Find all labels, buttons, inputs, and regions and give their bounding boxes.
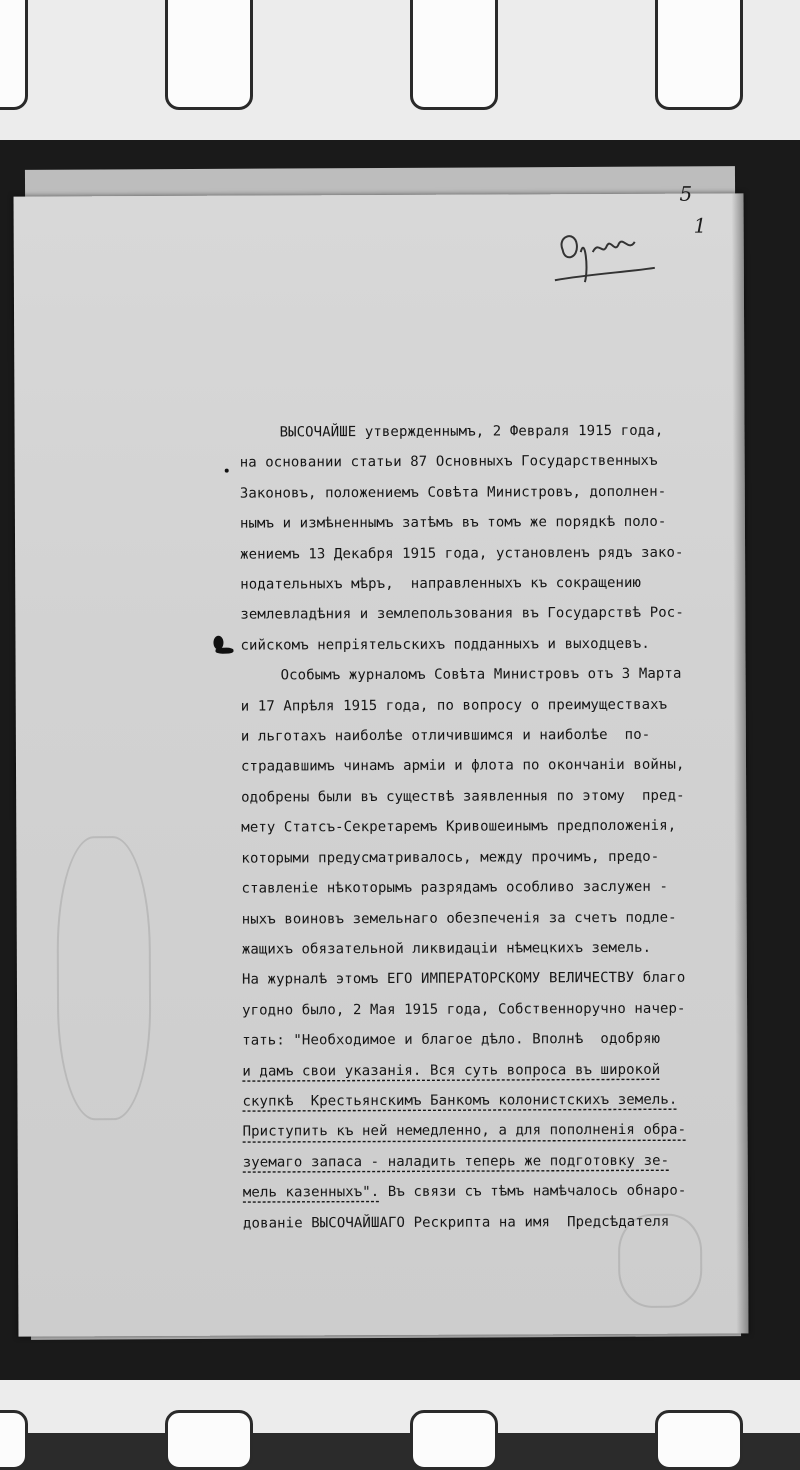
page-number-second: 1 [693,213,707,238]
text-line: мету Статсъ-Секретаремъ Кривошеинымъ предположенiя, [241,817,677,836]
text-line: ставленiе нѣкоторымъ разрядамъ особливо заслужен - [241,878,669,897]
sprocket-hole [655,1410,743,1470]
text-line: ВЫСОЧАЙШЕ утвержденнымъ, 2 Февраля 1915 года, [279,422,664,441]
underlined-line: Приступить къ ней немедленно, а для пополненiя обра- [242,1122,687,1140]
text-line: Въ связи съ тѣмъ намѣчалось обнаро- [379,1182,687,1201]
paragraph-journal [241,659,752,965]
ink-speck [225,469,229,473]
text-line: землевладѣния и землепользования въ Государствѣ Рос- [240,605,684,624]
sprocket-hole [165,1410,253,1470]
text-line: ныхъ воиновъ земельнаго обезпеченiя за счетъ подле- [241,909,677,928]
text-line: На журналѣ этомъ ЕГО ИМПЕРАТОРСКОМУ ВЕЛИЧЕСТВУ благо [241,969,686,988]
text-line: страдавшимъ чинамъ армiи и флота по окончанiи войны, [240,757,685,776]
text-line: и льготахъ наиболѣе отличившимся и наиболѣе по- [240,726,651,745]
paragraph-imperial-note [242,963,753,1239]
underlined-line: мель казенныхъ". [242,1184,380,1201]
page-number-top: 5 [679,181,693,206]
text-line: тать: "Необходимое и благое дѣло. Вполнѣ одобряю [242,1030,661,1049]
text-line: Особымъ журналомъ Совѣта Министровъ отъ 3 Марта [280,665,682,684]
text-line: и 17 Апрѣля 1915 года, по вопросу о преимуществахъ [240,696,668,715]
film-strip-top [0,0,800,140]
film-strip-bottom [0,1380,800,1433]
text-line: дованiе ВЫСОЧАЙШАГО Рескрипта на имя Предсѣдателя [242,1213,670,1232]
text-line: на основании статьи 87 Основныхъ Государственныхъ [239,453,658,472]
paragraph-decree [239,415,750,660]
sprocket-hole [410,0,498,110]
ink-speck [215,648,233,654]
text-line: Законовъ, положениемъ Совѣта Министровъ, дополнен- [239,483,667,502]
handwritten-signature [549,222,659,292]
text-line: угодно было, 2 Мая 1915 года, Собственноручно начер- [242,1000,686,1019]
sprocket-hole [0,1410,28,1470]
text-line: нодательныхъ мѣръ, направленныхъ къ сокращению [240,574,642,593]
text-line: сийскомъ непрiятельскихъ подданныхъ и выходцевъ. [240,635,650,654]
sprocket-hole [655,0,743,110]
underlined-line: зуемаго запаса - наладить теперь же подготовку зе- [242,1152,670,1171]
sprocket-hole [0,0,28,110]
text-line: жащихъ обязательной ликвидацiи нѣмецкихъ земель. [241,939,652,958]
faint-stain [56,836,151,1120]
text-line: жениемъ 13 Декабря 1915 года, установленъ рядъ зако- [240,544,684,563]
document-page [14,181,749,1336]
text-line: нымъ и измѣненнымъ затѣмъ въ томъ же порядкѣ поло- [239,513,667,532]
sprocket-hole [165,0,253,110]
text-line: которыми предусматривалось, между прочимъ, предо- [241,848,660,867]
sprocket-hole [410,1410,498,1470]
underlined-line: и дамъ свои указанiя. Вся суть вопроса въ широкой [242,1061,661,1080]
document-body [239,415,753,1238]
underlined-line: скупкѣ Крестьянскимъ Банкомъ колонистскихъ земель. [242,1091,678,1110]
text-line: одобрены были въ существѣ заявленныя по этому пред- [241,787,685,806]
